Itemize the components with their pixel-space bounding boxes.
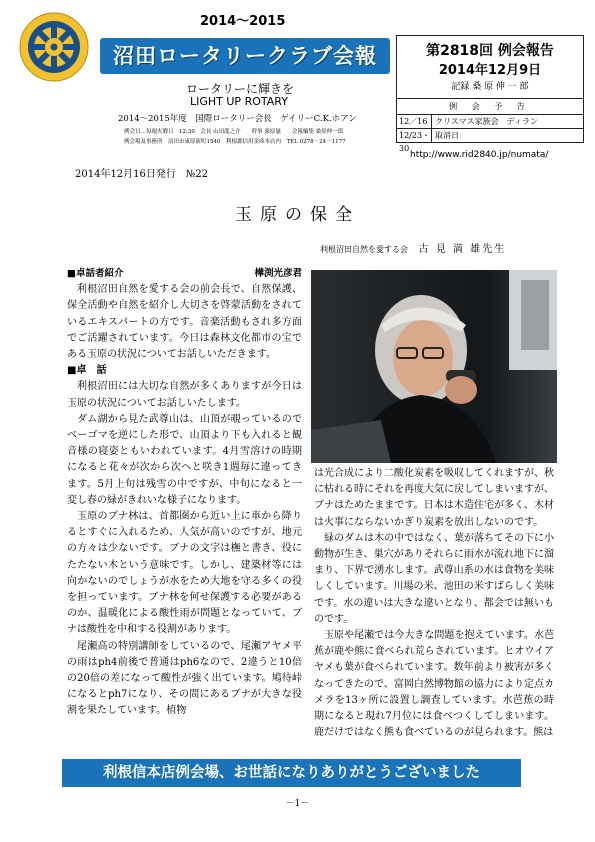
meeting-schedule bbox=[396, 98, 584, 153]
meeting-info: 例会日…毎週火曜日 12:30 会長 山田龍之介 幹事 桑原滋 会報編集 桑原伸一郎 bbox=[124, 129, 344, 135]
schedule-text: クリスマス家族会 ディラン bbox=[435, 117, 539, 126]
rotary-logo-icon bbox=[18, 11, 90, 83]
speaker-org: 利根沼田自然を愛する会 bbox=[320, 245, 408, 254]
paragraph: 利根沼田には大切な自然が多くありますが今日は玉原の状況についてお話しいたします。 bbox=[67, 381, 302, 409]
recorder: 記録 桑 原 伸 一 郎 bbox=[451, 82, 529, 92]
schedule-row bbox=[397, 129, 583, 153]
text-column-right bbox=[314, 466, 554, 741]
issued-date: 2014年12月16日発行 №22 bbox=[75, 169, 209, 180]
schedule-row bbox=[397, 115, 583, 129]
paragraph: 尾瀬高の特別講師をしているので、尾瀬アヤメ平の雨はph4前後で普通はph6なので、2違うと10倍の20倍の差になって酸性が強く出ています。鳩待峠になるとph7になり、その間にあるブナが大きな役割を果たしています。植物 bbox=[67, 640, 302, 717]
office-info: 例会場及事務所 沼田市東原新町1540 利根郡信用金庫本店内 TEL 0278－24－1177 bbox=[124, 139, 346, 145]
thanks-banner bbox=[62, 759, 521, 787]
slogan-english: LIGHT UP ROTARY bbox=[190, 95, 288, 108]
issue-title: 第2818回 例会報告 bbox=[426, 43, 554, 59]
speaker-line bbox=[320, 240, 506, 255]
club-name-banner bbox=[100, 38, 390, 74]
intro-paragraph: 利根沼田自然を愛する会の前会長で、自然保護、保全活動や自然を紹介し大切さを啓蒙活動をされているエキスパートの方です。音楽活動もされ多方面でご活躍されています。今日は森林文化都市の宝である玉原の状況についてお話しいただきます。 bbox=[67, 284, 302, 361]
schedule-date: 12/23・30 bbox=[399, 131, 431, 153]
fiscal-years: 2014～2015 bbox=[200, 14, 286, 29]
speaker-photo bbox=[311, 270, 557, 463]
speaker-name: 古 見 満 雄先生 bbox=[418, 244, 507, 255]
thanks-text: 利根信本店例会場、お世話になりありがとうございました bbox=[103, 765, 480, 781]
slogan-japanese: ロータリーに輝きを bbox=[186, 82, 295, 96]
paragraph: 玉原や尾瀬では今大きな問題を抱えています。水芭蕉が鹿や熊に食べられ荒らされています。ヒオウイアヤメも葉が食べられています。数年前より被害が多くなってきたので、富岡白然博物館の協力により定点カメラを13ヶ所に設置し調査しています。水芭蕉の時期になると現れ7月位には食べつくしてしまいます。鹿だけではなく熊も食べているのが見られます。熊は bbox=[314, 630, 554, 739]
paragraph: は光合成により二酸化炭素を吸収してくれますが、秋に枯れる時にそれを再度大気に戻してしまいますが、ブナはためたままです。日本は木造住宅が多く、木材は火事にならないかぎり炭素を放出しないのです。 bbox=[314, 468, 554, 528]
year-theme-line: 2014～2015年度 国際ロータリー会長 ゲイリーC.K.ホアン bbox=[118, 114, 357, 124]
introducer-name: 樺渕光彦君 bbox=[254, 268, 302, 279]
article-title: 玉原の保全 bbox=[235, 205, 360, 225]
intro-header bbox=[67, 266, 302, 282]
intro-heading: ■卓話者紹介 bbox=[67, 268, 124, 279]
talk-heading: ■卓 話 bbox=[67, 365, 107, 377]
page-number: －1－ bbox=[285, 799, 310, 809]
text-column-left bbox=[67, 266, 302, 720]
club-name: 沼田ロータリークラブ会報 bbox=[113, 44, 377, 68]
schedule-heading: 例 会 予 告 bbox=[397, 99, 583, 115]
schedule-date: 12／16 bbox=[397, 115, 432, 128]
schedule-text: 取消日 bbox=[435, 131, 459, 140]
paragraph: 緑のダムは木の中ではなく、葉が落ちてその下に小動物が生き、巣穴がありそれらに雨水が流れ地下に溜まり、下界で湧水します。武尊山系の水は食物を美味しくしています。川場の米、池田の米すばらしく美味です。水の違いは大きな違いとなり、都会では無いものです。 bbox=[314, 532, 554, 625]
paragraph: ダム湖から見た武尊山は、山頂が覗っているのでベーゴマを逆にした形で、山頂より下も入れると観音様の寝姿ともいわれています。4月雪溶けの時期になると花々が次から次へと咲き1週毎に違ってきます。5月上旬は残雪の中ですが、中旬になると一変し春の緑がきれいな様子になります。 bbox=[67, 413, 302, 506]
issue-date: 2014年12月9日 bbox=[438, 63, 542, 78]
paragraph: 玉原のブナ林は、首都圏から近い上に車から降りるとすぐに入れるため、人気が高いのですが、地元の方々は少ないです。ブナの文字は橅と書き、役にたたない木という意味です。しかし、建築材等には向かないのでしょうが水をため大地を守る多くの役を担っています。ブナ林を何せ保護する必要があるのか、温暖化による酸性雨が問題となっていて、ブナは酸性を中和する役割があります。 bbox=[67, 511, 302, 636]
issue-box bbox=[396, 35, 584, 99]
club-url-link[interactable]: http://www.rid2840.jp/numata/ bbox=[410, 150, 549, 160]
